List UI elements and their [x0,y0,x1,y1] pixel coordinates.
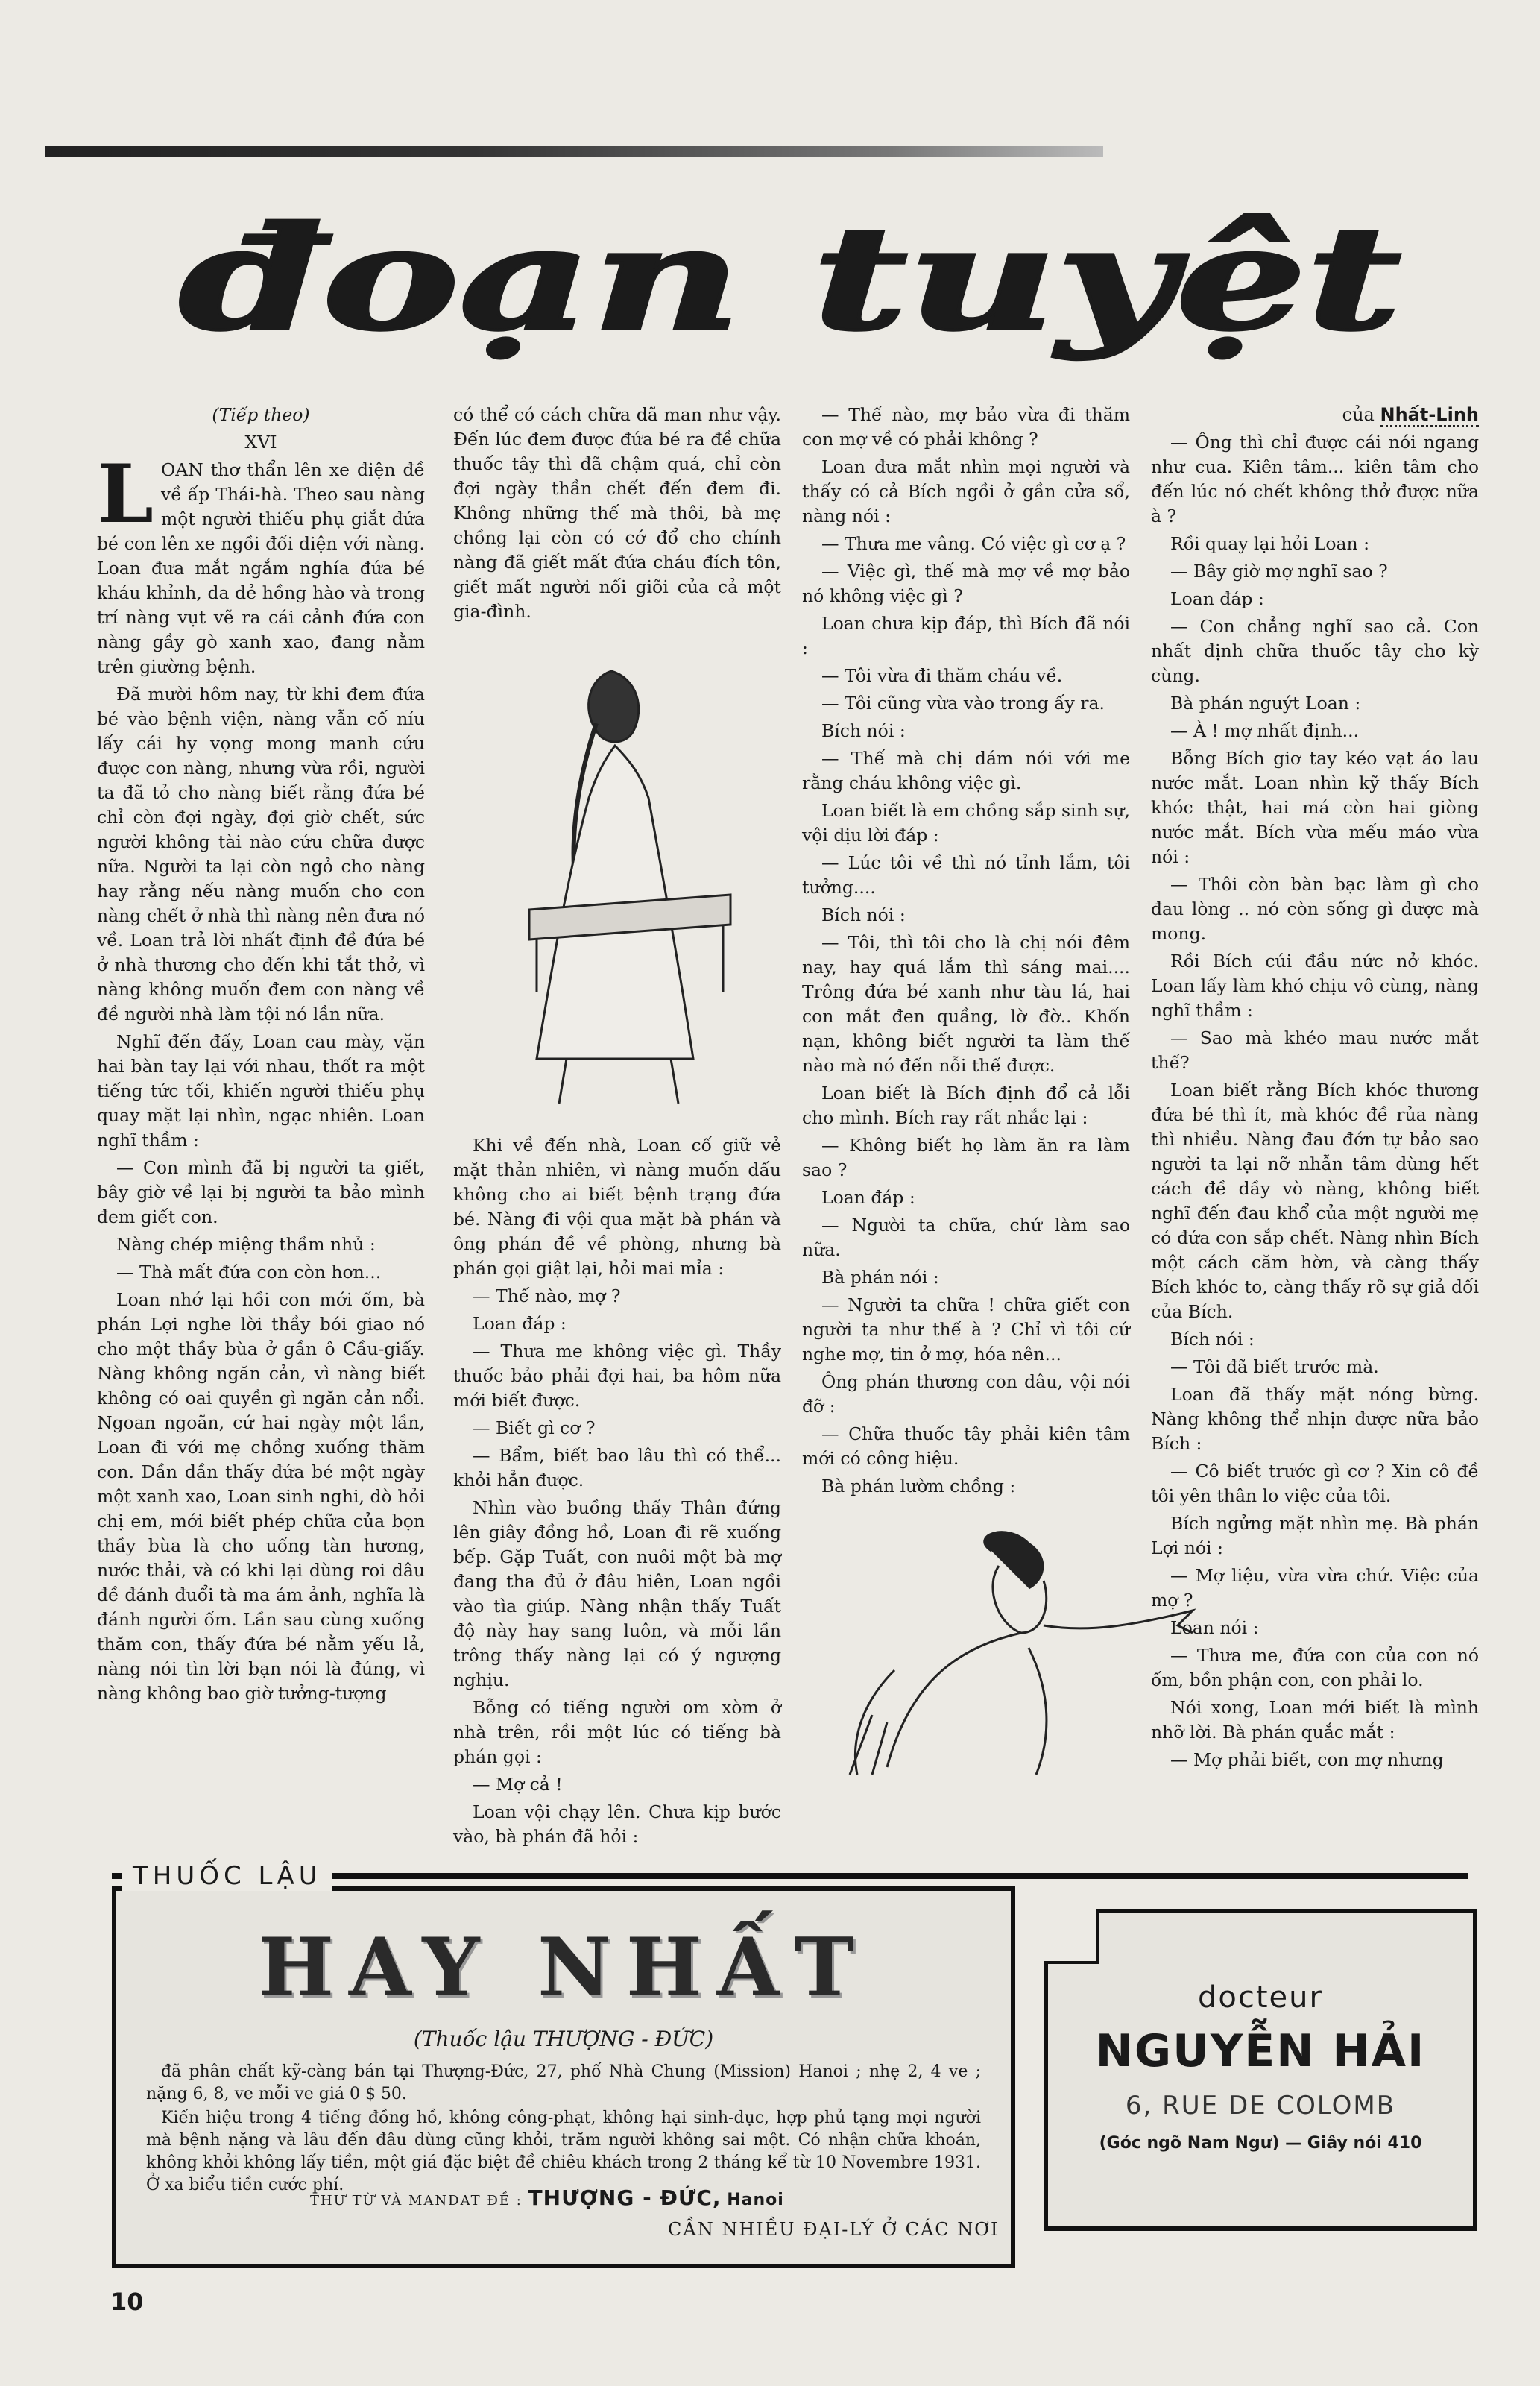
paragraph: Loan biết rằng Bích khóc thương đứa bé thì ít, mà khóc đề rủa nàng thì nhiều. Nàng đau đớn tự bảo sao người ta lại nỡ nhẫn tâm dùng hết cách đề dầy vò nàng, không biết nghĩ đến đau khổ của một người mẹ có đứa con sắp chết. Nàng nhìn Bích một cách căm hờn, và càng thấy Bích khóc to, càng thấy rõ sự giả dối của Bích. [1151,1080,1479,1322]
column-1 [97,403,425,1819]
paragraph: Loan đáp : [1170,588,1264,609]
paragraph: — Thưa me không việc gì. Thầy thuốc bảo phải đợi hai, ba hôm nữa mới biết được. [453,1341,781,1411]
paragraph: — Sao mà khéo mau nước mắt thế? [1151,1027,1479,1073]
paragraph: — Bây giờ mợ nghĩ sao ? [1170,561,1388,582]
paragraph: Loan đáp : [821,1187,915,1208]
paragraph: Ông phán thương con dâu, vội nói đỡ : [802,1371,1130,1417]
paragraph: Bích nói : [1170,1329,1255,1350]
paragraph: Loan đáp : [473,1313,567,1334]
paragraph: — Biết gì cơ ? [473,1417,596,1438]
column-2-bottom [453,1133,781,1847]
paragraph: Loan nói : [1170,1617,1259,1638]
paragraph: — Thế nào, mợ ? [473,1285,621,1306]
ad-order-city: Hanoi [727,2191,784,2209]
paragraph: Loan vội chạy lên. Chưa kịp bước vào, bà phán đã hỏi : [453,1801,781,1847]
paragraph: Khi về đến nhà, Loan cố giữ vẻ mặt thản nhiên, vì nàng muốn dấu không cho ai biết bệnh trạng đứa bé. Nàng đi vội qua mặt bà phán và ông phán đề về phòng, nhưng bà phán gọi giật lại, hỏi mai mỉa : [453,1135,781,1279]
paragraph: — Thế nào, mợ bảo vừa đi thăm con mợ về có phải không ? [802,404,1130,450]
ad-paragraph: Kiến hiệu trong 4 tiếng đồng hồ, không công-phạt, không hại sinh-dục, hợp phủ tạng mọi người mà bệnh nặng và lâu đến đâu dùng cũng khỏi, trăm người không sai một. Có nhận chữa khoán, không khỏi không lấy tiền, một giá đặc biệt đề chiêu khách trong 2 tháng kể từ 10 Novembre 1931. Ở xa biểu tiền cước phí. [146,2109,981,2194]
page-number: 10 [110,2288,144,2316]
paragraph: — Lúc tôi về thì nó tỉnh lắm, tôi tưởng.... [802,852,1130,898]
paragraph: — À ! mợ nhất định... [1170,720,1360,741]
paragraph: — Thế mà chị dám nói với me rằng cháu không việc gì. [802,748,1130,793]
paragraph: — Mợ cả ! [473,1774,563,1795]
paragraph: Bỗng Bích giơ tay kéo vạt áo lau nước mắt. Loan nhìn kỹ thấy Bích khóc thật, hai má còn hai giòng nước mắt. Bích vừa mếu máo vừa nói : [1151,748,1479,867]
ad-subtitle: (Thuốc lậu THƯỢNG - ĐỨC) [413,2027,714,2051]
column-4 [1151,403,1479,1819]
paragraph: — Việc gì, thế mà mợ về mợ bảo nó không việc gì ? [802,561,1130,606]
paragraph: Rồi Bích cúi đầu nức nở khóc. Loan lấy làm khó chịu vô cùng, nàng nghĩ thầm : [1151,951,1479,1021]
ad-headline: HAY NHẤT [257,1921,870,2015]
masthead-text: đoạn tuyệt [179,195,1401,362]
paragraph: — Thôi còn bàn bạc làm gì cho đau lòng .. nó còn sống gì được mà mong. [1151,874,1479,944]
paragraph: Bà phán nguýt Loan : [1170,693,1361,714]
paragraph: — Người ta chữa ! chữa giết con người ta như thế à ? Chỉ vì tôi cứ nghe mợ, tin ở mợ, hóa nên... [802,1294,1130,1364]
paragraph: Rồi quay lại hỏi Loan : [1170,533,1370,554]
paragraph: Bích nói : [821,720,906,741]
ad-doctor-phone: (Góc ngõ Nam Ngư) — Giây nói 410 [1099,2134,1422,2153]
paragraph: Nàng chép miệng thầm nhủ : [116,1234,376,1255]
paragraph: — Mợ phải biết, con mợ nhưng [1170,1749,1444,1770]
paragraph: — Thà mất đứa con còn hơn... [116,1262,382,1282]
paragraph: — Tôi vừa đi thăm cháu về. [821,665,1063,686]
paragraph: — Con chẳng nghĩ sao cả. Con nhất định chữa thuốc tây cho kỳ cùng. [1151,616,1479,686]
illustration-woman [485,641,768,1118]
advertisement-doctor [1044,1909,1477,2231]
paragraph: Bà phán nói : [821,1267,939,1288]
paragraph: — Chữa thuốc tây phải kiên tâm mới có công hiệu. [802,1423,1130,1469]
ad-body [146,2061,981,2198]
paragraph: — Tôi cũng vừa vào trong ấy ra. [821,693,1105,714]
ad-paragraph: đã phân chất kỹ-càng bán tại Thượng-Đức, 27, phố Nhà Chung (Mission) Hanoi ; nhẹ 2, 4 ve ; nặng 6, 8, ve mỗi ve giá 0 $ 50. [146,2062,981,2103]
paragraph: Nhìn vào buồng thấy Thân đứng lên giây đồng hồ, Loan đi rẽ xuống bếp. Gặp Tuất, con nuôi một bà mợ đang tha đủ ở đâu hiên, Loan ngồi vào tìa giúp. Nàng nhận thấy Tuất độ này hay sang luôn, và mỗi lần trông thấy nàng lại có ý ngượng nghịu. [453,1497,781,1690]
ad-order-line: THƯ TỪ VÀ MANDAT ĐỀ : THƯỢNG - ĐỨC, Hanoi [310,2185,784,2210]
paragraph: Loan biết là Bích định đổ cả lỗi cho mình. Bích ray rất nhắc lại : [802,1083,1130,1128]
paragraph: — Không biết họ làm ăn ra làm sao ? [802,1135,1130,1180]
ad-order-name: THƯỢNG - ĐỨC, [528,2185,722,2210]
column-3 [802,403,1130,1514]
chapter-number: XVI [244,432,277,453]
paragraph: Nói xong, Loan mới biết là mình nhỡ lời. Bà phán quắc mắt : [1151,1697,1479,1743]
ad-agents: CẦN NHIỀU ĐẠI-LÝ Ở CÁC NƠI [668,2219,1000,2240]
paragraph: LOAN thơ thẩn lên xe điện đề về ấp Thái-hà. Theo sau nàng một người thiếu phụ giắt đứa bé con lên xe ngồi đối diện với nàng. Loan đưa mắt ngắm nghía đứa bé kháu khỉnh, da dẻ hồng hào và trong trí nàng vụt vẽ ra cái cảnh đứa con nàng gầy gò xanh xao, đang nằm trên giường bệnh. [97,447,425,677]
author-byline: của Nhất-Linh [1151,403,1479,427]
paragraph: — Tôi, thì tôi cho là chị nói đêm nay, hay quá lắm thì sáng mai.... Trông đứa bé xanh như tàu lá, hai con mắt đen quầng, lờ đờ.. Khốn nạn, không biết người ta làm thế nào mà nó đến nỗi thế được. [802,932,1130,1076]
paragraph: Loan đưa mắt nhìn mọi người và thấy có cả Bích ngồi ở gần cửa sổ, nàng nói : [802,456,1130,526]
paragraph: Bích nói : [821,904,906,925]
paragraph: — Thưa me vâng. Có việc gì cơ ạ ? [821,533,1126,554]
continued-label: (Tiếp theo) [212,404,310,425]
ad-doctor-name: NGUYỄN HẢI [1095,2025,1426,2077]
paragraph: — Cô biết trước gì cơ ? Xin cô đề tôi yên thân lo việc của tôi. [1151,1461,1479,1506]
ad-doctor-title: docteur [1198,1980,1323,2015]
paragraph: — Mợ liệu, vừa vừa chứ. Việc của mợ ? [1151,1565,1479,1611]
paragraph: Loan nhớ lại hồi con mới ốm, bà phán Lợi nghe lời thầy bói giao nó cho một thầy bùa ở gần ô Cầu-giấy. Nàng không ngăn cản, vì nàng biết không có oai quyền gì ngăn cản nổi. Ngoan ngoãn, cứ hai ngày một lần, Loan đi với mẹ chồng xuống thăm con. Dần dần thấy đứa bé một ngày một xanh xao, Loan sinh nghi, dò hỏi chị em, mới biết phép chữa của bọn thầy bùa là cho uống tàn hương, nước thải, và có khi lại dùng roi dâu đề đánh đuổi tà ma ám ảnh, nghĩa là đánh người ốm. Lần sau cùng xuống thăm con, thấy đứa bé nằm yếu lả, nàng nói tìn lời bạn nói là đúng, vì nàng không bao giờ tưởng-tượng [97,1289,425,1704]
paragraph: — Tôi đã biết trước mà. [1170,1356,1379,1377]
paragraph: Loan đã thấy mặt nóng bừng. Nàng không thể nhịn được nữa bảo Bích : [1151,1384,1479,1454]
paragraph: — Thưa me, đứa con của con nó ốm, bồn phận con, con phải lo. [1151,1645,1479,1690]
paragraph: Bỗng có tiếng người om xòm ở nhà trên, rồi một lúc có tiếng bà phán gọi : [453,1697,781,1767]
advertisement-thuoc-lau [112,1861,1015,2268]
paragraph: — Bẩm, biết bao lâu thì có thể... khỏi hẳn được. [453,1445,781,1491]
paragraph: Nghĩ đến đấy, Loan cau mày, vặn hai bàn tay lại với nhau, thốt ra một tiếng tức tối, khiến người thiếu phụ quay mặt lại nhìn, ngạc nhiên. Loan nghĩ thầm : [97,1031,425,1150]
paragraph: Bích ngửng mặt nhìn mẹ. Bà phán Lợi nói : [1151,1513,1479,1558]
masthead-title [164,195,1416,362]
author-name: Nhất-Linh [1380,404,1480,427]
dropcap: L [97,447,154,541]
paragraph: Đã mười hôm nay, từ khi đem đứa bé vào bệnh viện, nàng vẫn cố níu lấy cái hy vọng mong manh cứu được con nàng, nhưng vừa rồi, người ta đã tỏ cho nàng biết rằng đứa bé chỉ còn đợi ngày, đợi giờ chết, sức người không tài nào cứu chữa được nữa. Người ta lại còn ngỏ cho nàng hay rằng nếu nàng muốn cho con nàng chết ở nhà thì nàng nên đưa nó về. Loan trả lời nhất định đề đứa bé ở nhà thương cho đến khi tắt thở, vì nàng không muốn đem con nàng về đề người nhà làm tội nó lần nữa. [97,684,425,1024]
ad-doctor-address: 6, RUE DE COLOMB [1125,2091,1396,2121]
page-fold-corner [1044,1909,1099,1964]
paragraph: Loan biết là em chồng sắp sinh sự, vội dịu lời đáp : [802,800,1130,846]
illustration-old-man [805,1521,1208,1782]
paragraph: Loan chưa kịp đáp, thì Bích đã nói : [802,613,1130,658]
ad-tag: THUỐC LẬU [122,1861,332,1891]
column-2-top [453,403,781,641]
paragraph: — Con mình đã bị người ta giết, bây giờ về lại bị người ta bảo mình đem giết con. [97,1157,425,1227]
paragraph: — Người ta chữa, chứ làm sao nữa. [802,1215,1130,1260]
paragraph: — Ông thì chỉ được cái nói ngang như cua. Kiên tâm... kiên tâm cho đến lúc nó chết không thở được nữa à ? [1151,432,1479,526]
paragraph: có thể có cách chữa dã man như vậy. Đến lúc đem được đứa bé ra đề chữa thuốc tây thì đã chậm quá, chỉ còn đợi ngày thần chết đến đem đi. Không những thế mà thôi, bà mẹ chồng lại còn có cớ đổ cho chính nàng đã giết mất đứa cháu đích tôn, giết mất người nối giõi của cả một gia-đình. [453,404,781,622]
paragraph: Bà phán lườm chồng : [821,1476,1016,1496]
header-rule [45,146,1103,157]
